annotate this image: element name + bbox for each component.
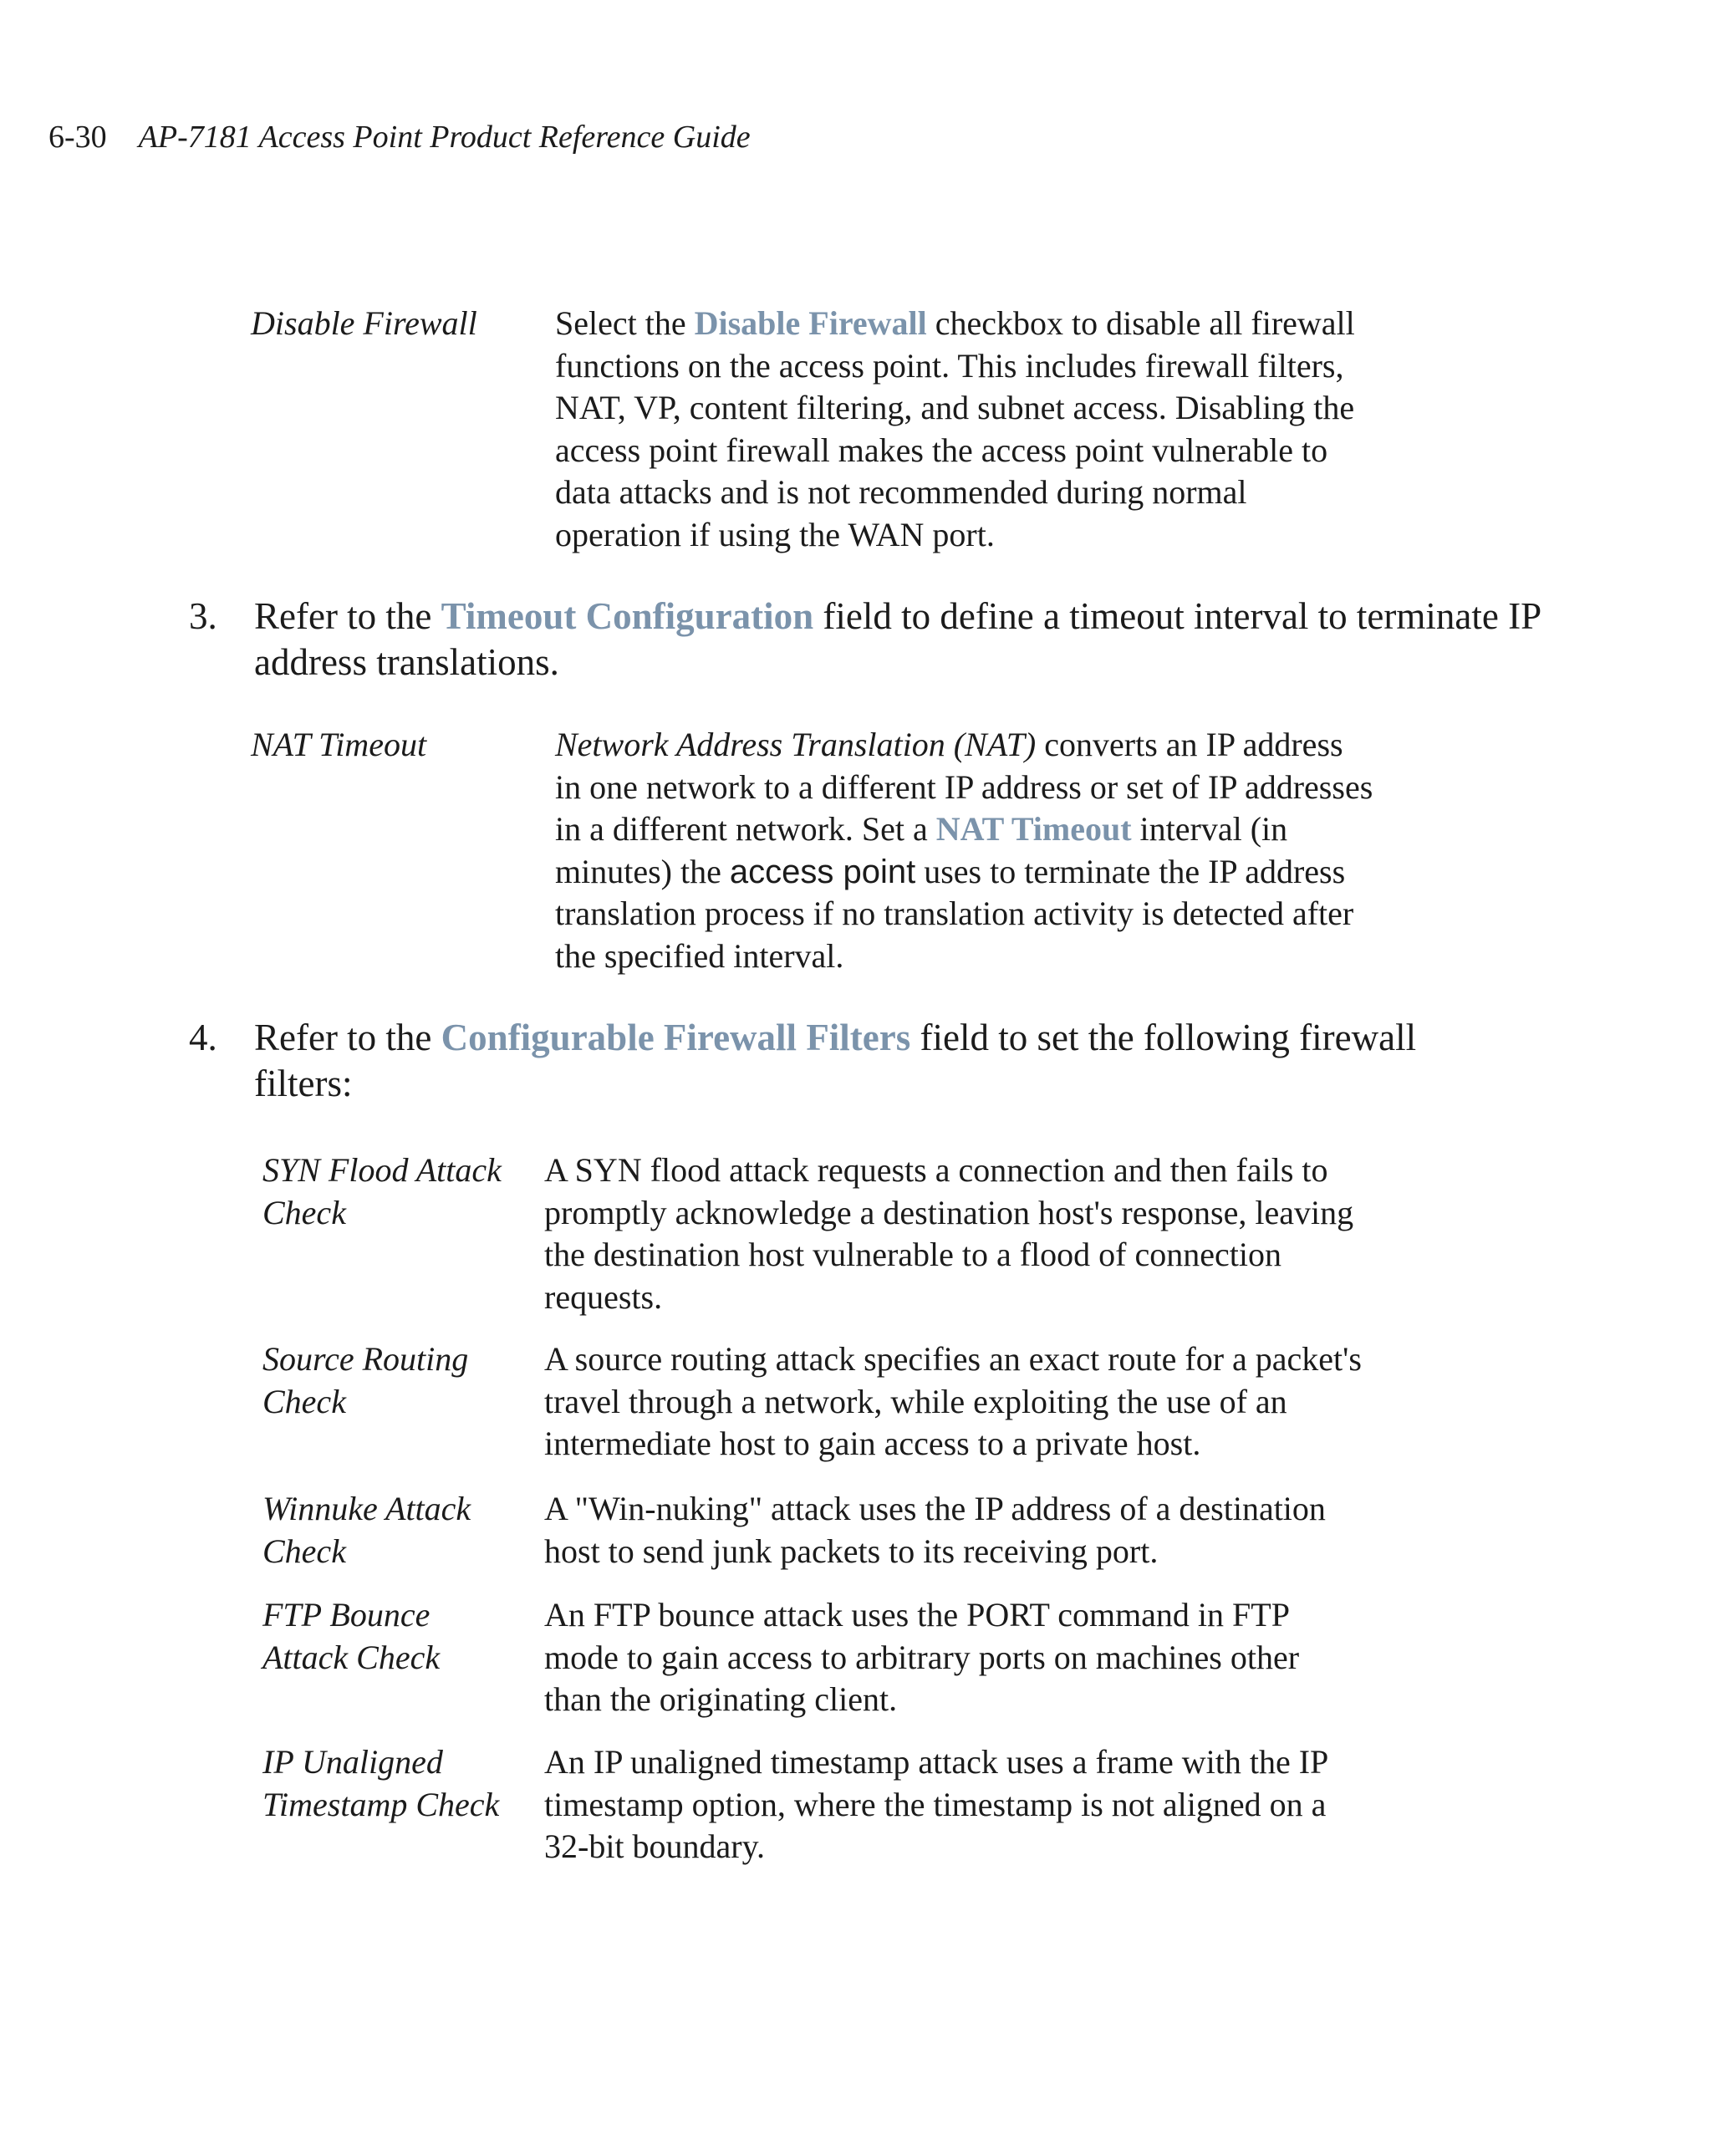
term-disable-firewall: Disable Firewall	[251, 304, 477, 342]
desc-disable-firewall	[555, 303, 1491, 556]
desc-line: access point firewall makes the access point vulnerable to	[555, 431, 1328, 469]
desc-line: minutes) the access point uses to terminate the IP address	[555, 852, 1346, 890]
desc-line: data attacks and is not recommended during normal	[555, 473, 1247, 511]
term-ftp-bounce-attack-check: FTP Bounce Attack Check	[262, 1596, 441, 1676]
ui-ref-disable-firewall: Disable Firewall	[694, 304, 927, 342]
desc-syn-flood-attack-check: A SYN flood attack requests a connection and then fails to promptly acknowledge a destination host's response, leaving the destination host vulnerable to a flood of connection requests.	[544, 1151, 1354, 1316]
desc-nat-timeout	[555, 724, 1508, 977]
term-nat-timeout: NAT Timeout	[251, 726, 427, 763]
desc-line: NAT, VP, content filtering, and subnet access. Disabling the	[555, 389, 1355, 426]
term-winnuke-attack-check: Winnuke Attack Check	[262, 1490, 471, 1570]
desc-ftp-bounce-attack-check: An FTP bounce attack uses the PORT command in FTP mode to gain access to arbitrary ports on machines other than the originating client.	[544, 1596, 1300, 1718]
ui-ref-nat-timeout: NAT Timeout	[935, 810, 1132, 848]
guide-title: AP-7181 Access Point Product Reference Guide	[138, 120, 751, 155]
desc-ip-unaligned-timestamp-check: An IP unaligned timestamp attack uses a frame with the IP timestamp option, where the timestamp is not aligned on a 32-bit boundary.	[544, 1743, 1329, 1865]
desc-line: operation if using the WAN port.	[555, 515, 995, 553]
desc-line: functions on the access point. This includes firewall filters,	[555, 346, 1344, 385]
desc-line: Network Address Translation (NAT) converts an IP address	[555, 726, 1343, 763]
page-header	[48, 118, 751, 156]
desc-line: translation process if no translation activity is detected after	[555, 895, 1354, 932]
ui-ref-configurable-firewall-filters: Configurable Firewall Filters	[441, 1017, 911, 1058]
step-text: Refer to the Timeout Configuration field to define a timeout interval to terminate IP address translations.	[254, 595, 1542, 683]
desc-line: in one network to a different IP address or set of IP addresses	[555, 767, 1373, 806]
term-syn-flood-attack-check: SYN Flood Attack Check	[262, 1151, 502, 1231]
desc-line: in a different network. Set a NAT Timeout interval (in	[555, 810, 1288, 848]
desc-line: the specified interval.	[555, 936, 844, 975]
term-source-routing-check: Source Routing Check	[262, 1340, 469, 1420]
step-text: Refer to the Configurable Firewall Filters field to set the following firewall filters:	[254, 1017, 1417, 1104]
ui-ref-timeout-configuration: Timeout Configuration	[441, 595, 814, 637]
desc-line: Select the Disable Firewall checkbox to disable all firewall	[555, 304, 1355, 342]
step-number: 3.	[189, 595, 217, 637]
desc-source-routing-check: A source routing attack specifies an exact route for a packet's travel through a network, while exploiting the use of an intermediate host to gain access to a private host.	[544, 1340, 1362, 1462]
page-number: 6-30	[48, 120, 107, 155]
desc-winnuke-attack-check: A "Win-nuking" attack uses the IP address of a destination host to send junk packets to its receiving port.	[544, 1490, 1326, 1570]
step-number: 4.	[189, 1017, 217, 1058]
term-ip-unaligned-timestamp-check: IP Unaligned Timestamp Check	[262, 1743, 500, 1823]
